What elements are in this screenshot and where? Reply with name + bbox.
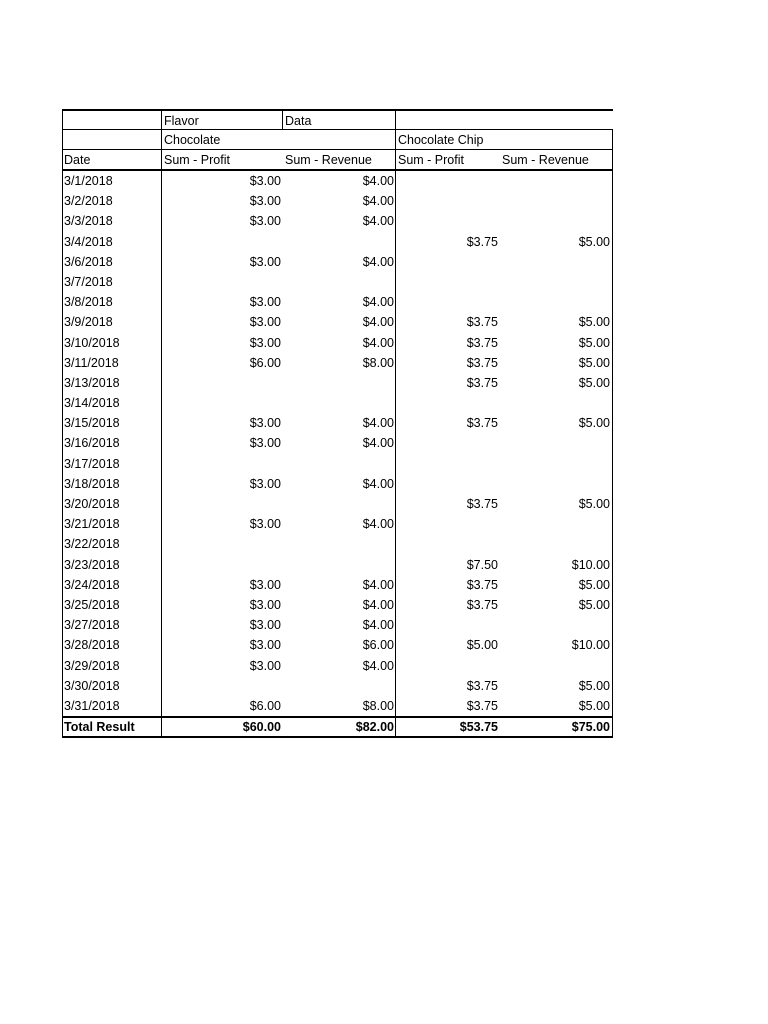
row-date: 3/6/2018 — [64, 254, 113, 269]
left-border — [62, 109, 63, 738]
table-row — [62, 615, 613, 635]
row-profit-chocolate-chip: $7.50 — [466, 557, 498, 572]
total-profit-1: $60.00 — [242, 720, 281, 735]
row-revenue-chocolate-chip — [500, 191, 611, 211]
table-body — [62, 171, 613, 716]
pivot-table — [62, 109, 613, 738]
row-revenue-chocolate-chip: $5.00 — [578, 375, 610, 390]
row-revenue-chocolate: $4.00 — [362, 436, 394, 451]
row-revenue-chocolate-chip: $5.00 — [578, 577, 610, 592]
row-revenue-chocolate — [283, 494, 395, 514]
row-date: 3/24/2018 — [64, 577, 120, 592]
row-date: 3/18/2018 — [64, 476, 120, 491]
row-revenue-chocolate: $4.00 — [362, 416, 394, 431]
table-row — [62, 595, 613, 615]
row-revenue-chocolate-chip — [500, 252, 611, 272]
row-profit-chocolate-chip: $3.75 — [466, 416, 498, 431]
row-profit-chocolate-chip — [396, 514, 499, 534]
table-row — [62, 514, 613, 534]
group-header-chocolate-chip: Chocolate Chip — [398, 133, 484, 147]
row-revenue-chocolate — [283, 373, 395, 393]
row-revenue-chocolate-chip — [500, 534, 611, 554]
row-revenue-chocolate: $4.00 — [362, 577, 394, 592]
divider-groups — [395, 109, 396, 738]
row-profit-chocolate: $3.00 — [249, 658, 281, 673]
table-row — [62, 292, 613, 312]
header-row-columns — [62, 149, 613, 171]
row-profit-chocolate-chip: $3.75 — [466, 698, 498, 713]
row-profit-chocolate: $6.00 — [249, 355, 281, 370]
row-profit-chocolate — [162, 232, 282, 252]
row-profit-chocolate: $3.00 — [249, 335, 281, 350]
row-profit-chocolate: $3.00 — [249, 295, 281, 310]
row-profit-chocolate-chip: $3.75 — [466, 497, 498, 511]
row-profit-chocolate-chip — [396, 211, 499, 231]
row-revenue-chocolate-chip — [500, 514, 611, 534]
column-header-revenue-2: Sum - Revenue — [502, 153, 589, 167]
row-revenue-chocolate: $4.00 — [362, 476, 394, 491]
row-revenue-chocolate-chip: $10.00 — [571, 557, 610, 572]
row-revenue-chocolate: $4.00 — [362, 315, 394, 330]
row-profit-chocolate-chip — [396, 534, 499, 554]
row-profit-chocolate-chip — [396, 656, 499, 676]
row-date: 3/9/2018 — [64, 315, 113, 330]
row-revenue-chocolate: $4.00 — [362, 517, 394, 532]
row-date: 3/29/2018 — [64, 658, 120, 673]
row-revenue-chocolate: $8.00 — [362, 355, 394, 370]
row-date: 3/25/2018 — [64, 597, 120, 612]
row-revenue-chocolate: $4.00 — [362, 597, 394, 612]
row-date: 3/15/2018 — [64, 416, 120, 431]
table-row — [62, 555, 613, 575]
row-revenue-chocolate-chip — [500, 433, 611, 453]
row-date: 3/13/2018 — [64, 375, 120, 390]
row-date: 3/28/2018 — [64, 638, 120, 653]
row-revenue-chocolate-chip — [500, 393, 611, 413]
row-profit-chocolate: $3.00 — [249, 214, 281, 229]
row-profit-chocolate: $3.00 — [249, 254, 281, 269]
row-profit-chocolate-chip — [396, 433, 499, 453]
row-date: 3/7/2018 — [64, 274, 113, 289]
row-profit-chocolate-chip: $3.75 — [466, 335, 498, 350]
row-profit-chocolate-chip — [396, 454, 499, 474]
row-revenue-chocolate-chip — [500, 211, 611, 231]
table-row — [62, 171, 613, 191]
row-date: 3/17/2018 — [64, 456, 120, 471]
table-row — [62, 393, 613, 413]
header-row-fields — [62, 109, 613, 129]
table-row — [62, 534, 613, 554]
row-date: 3/20/2018 — [64, 497, 120, 511]
row-revenue-chocolate — [283, 676, 395, 696]
row-profit-chocolate-chip — [396, 393, 499, 413]
row-date: 3/22/2018 — [64, 537, 120, 552]
row-revenue-chocolate — [283, 232, 395, 252]
row-revenue-chocolate: $4.00 — [362, 254, 394, 269]
table-row — [62, 474, 613, 494]
row-profit-chocolate — [162, 555, 282, 575]
row-revenue-chocolate-chip — [500, 454, 611, 474]
row-date: 3/4/2018 — [64, 234, 113, 249]
row-revenue-chocolate-chip — [500, 656, 611, 676]
row-date: 3/11/2018 — [64, 355, 119, 370]
column-header-profit-2: Sum - Profit — [398, 153, 464, 167]
table-row — [62, 494, 613, 514]
row-profit-chocolate — [162, 676, 282, 696]
row-revenue-chocolate-chip: $10.00 — [571, 638, 610, 653]
row-revenue-chocolate-chip: $5.00 — [578, 335, 610, 350]
row-revenue-chocolate: $4.00 — [362, 658, 394, 673]
row-revenue-chocolate-chip — [500, 474, 611, 494]
header-row-groups — [62, 129, 613, 149]
row-revenue-chocolate-chip: $5.00 — [578, 497, 610, 511]
divider-date — [161, 109, 162, 738]
row-date: 3/21/2018 — [64, 517, 120, 532]
row-profit-chocolate — [162, 373, 282, 393]
row-revenue-chocolate: $4.00 — [362, 194, 394, 209]
row-profit-chocolate — [162, 454, 282, 474]
row-profit-chocolate: $3.00 — [249, 174, 281, 188]
table-row — [62, 211, 613, 231]
row-revenue-chocolate: $4.00 — [362, 335, 394, 350]
row-revenue-chocolate — [283, 272, 395, 292]
row-date: 3/8/2018 — [64, 295, 113, 310]
row-profit-chocolate: $3.00 — [249, 416, 281, 431]
row-revenue-chocolate: $4.00 — [362, 618, 394, 633]
row-revenue-chocolate: $4.00 — [362, 174, 394, 188]
table-row — [62, 575, 613, 595]
row-profit-chocolate: $3.00 — [249, 194, 281, 209]
row-profit-chocolate-chip: $5.00 — [466, 638, 498, 653]
row-profit-chocolate: $3.00 — [249, 577, 281, 592]
row-profit-chocolate: $3.00 — [249, 618, 281, 633]
row-profit-chocolate: $3.00 — [249, 597, 281, 612]
row-revenue-chocolate: $4.00 — [362, 295, 394, 310]
row-date: 3/27/2018 — [64, 618, 120, 633]
row-profit-chocolate: $3.00 — [249, 315, 281, 330]
row-profit-chocolate-chip — [396, 252, 499, 272]
row-date: 3/2/2018 — [64, 194, 113, 209]
row-revenue-chocolate-chip: $5.00 — [578, 416, 610, 431]
row-revenue-chocolate-chip: $5.00 — [578, 355, 610, 370]
table-row — [62, 656, 613, 676]
row-revenue-chocolate — [283, 534, 395, 554]
row-date: 3/10/2018 — [64, 335, 120, 350]
data-field-label[interactable]: Data — [285, 114, 312, 128]
row-profit-chocolate — [162, 272, 282, 292]
row-profit-chocolate: $3.00 — [249, 517, 281, 532]
row-revenue-chocolate: $8.00 — [362, 698, 394, 713]
column-header-revenue-1: Sum - Revenue — [285, 153, 372, 167]
row-profit-chocolate-chip — [396, 171, 499, 191]
row-profit-chocolate: $3.00 — [249, 638, 281, 653]
row-date: 3/1/2018 — [64, 174, 113, 188]
row-revenue-chocolate-chip — [500, 272, 611, 292]
row-profit-chocolate-chip: $3.75 — [466, 375, 498, 390]
row-date: 3/23/2018 — [64, 557, 120, 572]
row-profit-chocolate — [162, 393, 282, 413]
row-date: 3/14/2018 — [64, 396, 120, 411]
row-profit-chocolate-chip — [396, 272, 499, 292]
row-profit-chocolate: $3.00 — [249, 436, 281, 451]
row-revenue-chocolate — [283, 454, 395, 474]
row-revenue-chocolate: $4.00 — [362, 214, 394, 229]
row-profit-chocolate — [162, 534, 282, 554]
row-profit-chocolate-chip: $3.75 — [466, 315, 498, 330]
row-profit-chocolate-chip: $3.75 — [466, 678, 498, 693]
table-row — [62, 191, 613, 211]
table-row — [62, 333, 613, 353]
row-revenue-chocolate-chip: $5.00 — [578, 597, 610, 612]
row-date: 3/3/2018 — [64, 214, 113, 229]
row-date: 3/30/2018 — [64, 678, 120, 693]
total-row — [62, 716, 613, 738]
table-row — [62, 252, 613, 272]
row-revenue-chocolate — [283, 555, 395, 575]
total-revenue-1: $82.00 — [355, 720, 394, 735]
row-profit-chocolate-chip: $3.75 — [466, 234, 498, 249]
row-revenue-chocolate-chip — [500, 615, 611, 635]
table-row — [62, 454, 613, 474]
table-row — [62, 353, 613, 373]
row-revenue-chocolate — [283, 393, 395, 413]
row-profit-chocolate: $6.00 — [249, 698, 281, 713]
right-border — [612, 129, 613, 738]
row-profit-chocolate-chip — [396, 615, 499, 635]
row-revenue-chocolate: $6.00 — [362, 638, 394, 653]
row-profit-chocolate-chip: $3.75 — [466, 355, 498, 370]
row-profit-chocolate — [162, 494, 282, 514]
total-profit-2: $53.75 — [459, 720, 498, 735]
column-header-profit-1: Sum - Profit — [164, 153, 230, 167]
date-field-label[interactable]: Date — [64, 153, 91, 167]
table-row — [62, 413, 613, 433]
flavor-field-label[interactable]: Flavor — [164, 114, 199, 128]
divider-flavor-data — [282, 109, 283, 129]
table-row — [62, 433, 613, 453]
row-revenue-chocolate-chip: $5.00 — [578, 234, 610, 249]
row-date: 3/16/2018 — [64, 436, 120, 451]
group-header-chocolate: Chocolate — [164, 133, 221, 147]
row-profit-chocolate-chip — [396, 191, 499, 211]
row-profit-chocolate-chip: $3.75 — [466, 577, 498, 592]
table-row — [62, 232, 613, 252]
table-row — [62, 272, 613, 292]
table-row — [62, 676, 613, 696]
row-profit-chocolate-chip — [396, 474, 499, 494]
row-date: 3/31/2018 — [64, 698, 120, 713]
row-revenue-chocolate-chip: $5.00 — [578, 315, 610, 330]
row-profit-chocolate-chip — [396, 292, 499, 312]
table-row — [62, 696, 613, 716]
row-revenue-chocolate-chip — [500, 171, 611, 191]
row-profit-chocolate: $3.00 — [249, 476, 281, 491]
row-profit-chocolate-chip: $3.75 — [466, 597, 498, 612]
table-row — [62, 312, 613, 332]
total-revenue-2: $75.00 — [571, 720, 610, 735]
total-label: Total Result — [64, 720, 135, 735]
row-revenue-chocolate-chip — [500, 292, 611, 312]
table-row — [62, 635, 613, 655]
row-revenue-chocolate-chip: $5.00 — [578, 698, 610, 713]
row-revenue-chocolate-chip: $5.00 — [578, 678, 610, 693]
table-row — [62, 373, 613, 393]
